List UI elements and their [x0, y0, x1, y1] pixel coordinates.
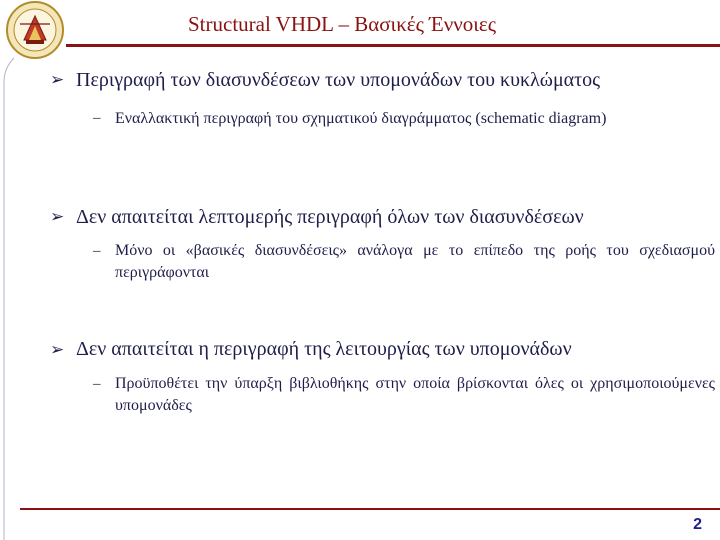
arrow-bullet-icon: ➢: [50, 340, 65, 359]
sub-item-text-2: Μόνο οι «βασικές διασυνδέσεις» ανάλογα με το επίπεδο της ροής του σχεδιασμού περιγράφονται: [115, 242, 715, 281]
bullet-text-1: Περιγραφή των διασυνδέσεων των υπομονάδων του κυκλώματος: [76, 69, 601, 91]
page-number: 2: [693, 516, 702, 533]
title-divider: [66, 44, 720, 47]
arrow-bullet-icon: ➢: [50, 207, 65, 226]
university-seal-icon: [2, 0, 68, 60]
arrow-bullet-icon: ➢: [50, 70, 65, 89]
dash-bullet: –: [93, 376, 101, 392]
margin-rule: [0, 58, 20, 540]
bullet-text-2: Δεν απαιτείται λεπτομερής περιγραφή όλων των διασυνδέσεων: [76, 206, 584, 228]
sub-item-text-3: Προϋποθέτει την ύπαρξη βιβλιοθήκης στην οποία βρίσκονται όλες οι χρησιμοποιούμενες υπομονάδες: [115, 375, 715, 414]
page-title: Structural VHDL – Βασικές Έννοιες: [188, 12, 497, 36]
sub-item-text-1: Εναλλακτική περιγραφή του σχηματικού διαγράμματος (schematic diagram): [115, 110, 607, 127]
dash-bullet: –: [93, 110, 101, 126]
dash-bullet: –: [93, 243, 101, 259]
footer-divider: [20, 508, 720, 510]
bullet-text-3: Δεν απαιτείται η περιγραφή της λειτουργίας των υπομονάδων: [76, 338, 572, 360]
